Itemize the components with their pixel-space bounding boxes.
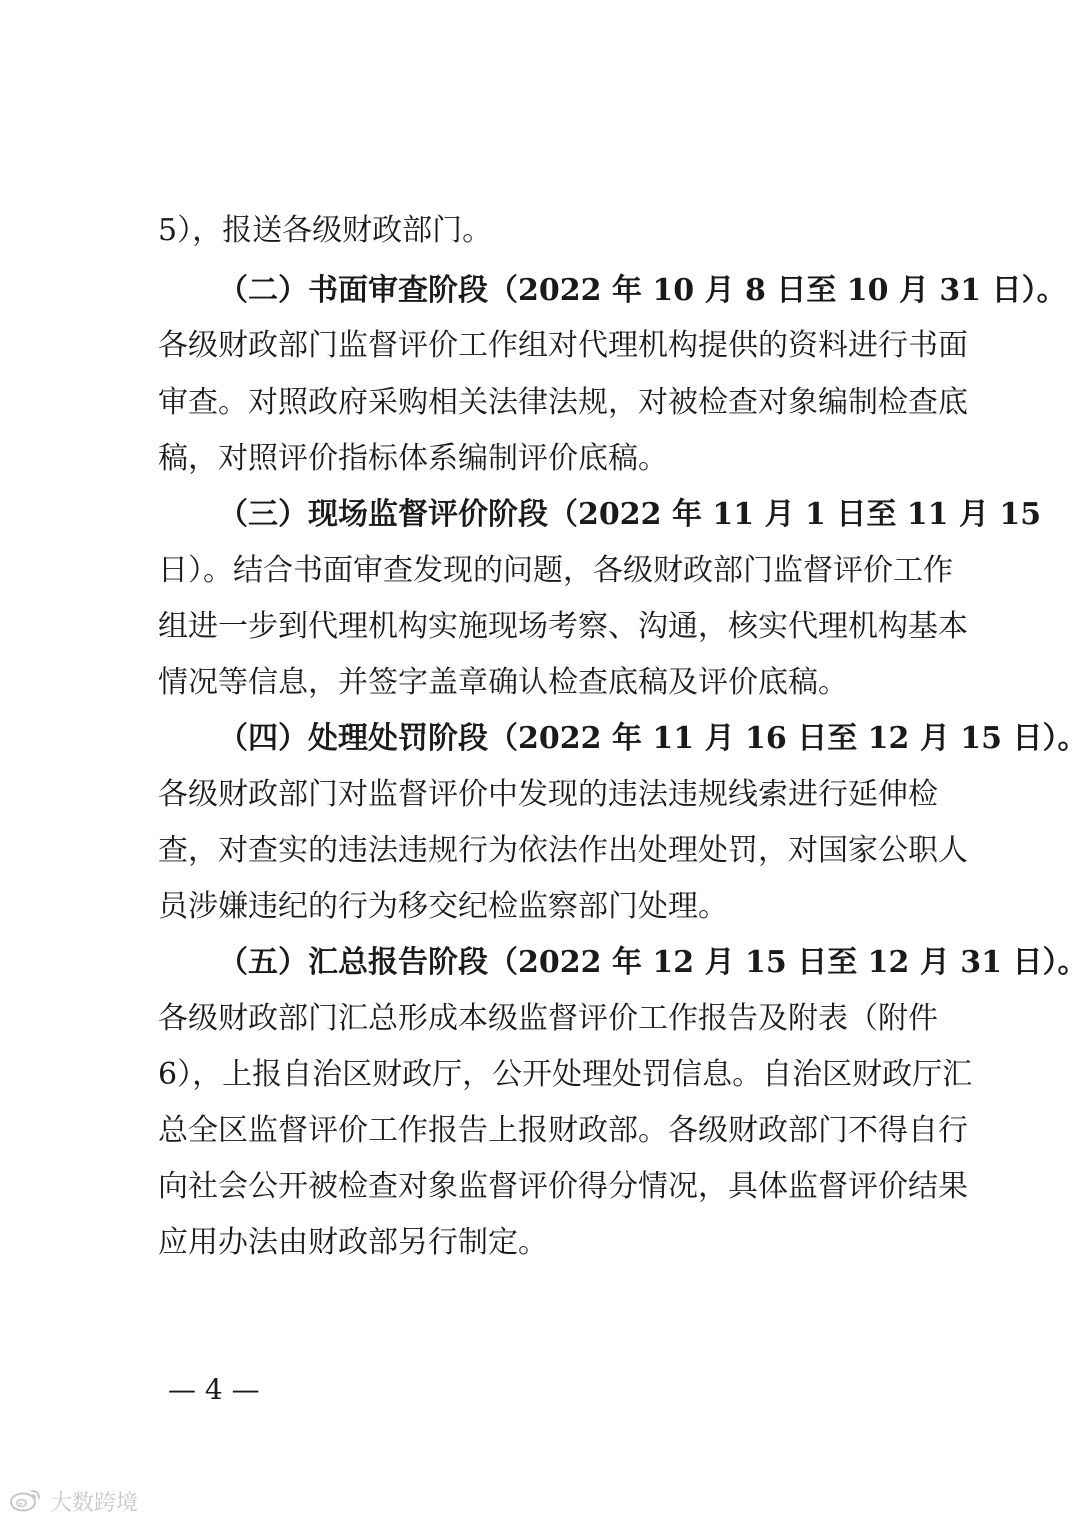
paragraph-line: 组进一步到代理机构实施现场考察、沟通，核实代理机构基本 — [158, 609, 968, 644]
paragraph-line: 应用办法由财政部另行制定。 — [158, 1225, 548, 1260]
paragraph-continuation-line: 5），报送各级财政部门。 — [158, 213, 493, 248]
page-number: — 4 — — [168, 1373, 260, 1406]
paragraph-line: 各级财政部门对监督评价中发现的违法违规线索进行延伸检 — [158, 777, 938, 812]
paragraph-line: 各级财政部门汇总形成本级监督评价工作报告及附表（附件 — [158, 1001, 938, 1036]
watermark — [8, 1486, 138, 1516]
section-heading-5: （五）汇总报告阶段（2022 年 12 月 15 日至 12 月 31 日）。 — [218, 945, 1088, 980]
paragraph-line: 总全区监督评价工作报告上报财政部。各级财政部门不得自行 — [158, 1113, 968, 1148]
paragraph-line: 审查。对照政府采购相关法律法规，对被检查对象编制检查底 — [158, 385, 968, 420]
paragraph-line: 6），上报自治区财政厅，公开处理处罚信息。自治区财政厅汇 — [158, 1057, 973, 1092]
paragraph-line: 日）。结合书面审查发现的问题，各级财政部门监督评价工作 — [158, 553, 953, 588]
paragraph-line: 各级财政部门监督评价工作组对代理机构提供的资料进行书面 — [158, 328, 968, 363]
watermark-text: 大数跨境 — [50, 1490, 139, 1516]
paragraph-line: 情况等信息，并签字盖章确认检查底稿及评价底稿。 — [158, 665, 848, 700]
section-heading-3: （三）现场监督评价阶段（2022 年 11 月 1 日至 11 月 15 — [218, 497, 1042, 532]
paragraph-line: 查，对查实的违法违规行为依法作出处理处罚，对国家公职人 — [158, 833, 968, 868]
paragraph-line: 向社会公开被检查对象监督评价得分情况，具体监督评价结果 — [158, 1169, 968, 1204]
weibo-logo-icon — [8, 1485, 44, 1517]
section-heading-2: （二）书面审查阶段（2022 年 10 月 8 日至 10 月 31 日）。 — [218, 273, 1067, 308]
paragraph-line: 稿，对照评价指标体系编制评价底稿。 — [158, 441, 668, 476]
section-heading-4: （四）处理处罚阶段（2022 年 11 月 16 日至 12 月 15 日）。 — [218, 721, 1088, 756]
paragraph-line: 员涉嫌违纪的行为移交纪检监察部门处理。 — [158, 889, 728, 924]
